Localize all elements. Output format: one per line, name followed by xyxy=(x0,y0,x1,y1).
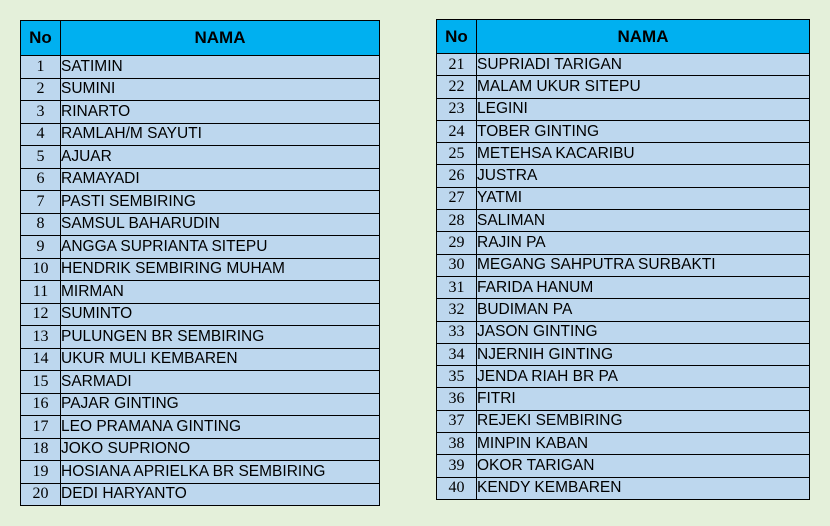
row-name: JENDA RIAH BR PA xyxy=(477,366,810,388)
row-number: 9 xyxy=(21,236,61,259)
row-number: 15 xyxy=(21,371,61,394)
row-name: HENDRIK SEMBIRING MUHAM xyxy=(61,258,380,281)
table-row xyxy=(21,303,380,326)
row-name: HOSIANA APRIELKA BR SEMBIRING xyxy=(61,461,380,484)
row-name: JOKO SUPRIONO xyxy=(61,438,380,461)
table-body-right xyxy=(437,54,810,500)
row-name: OKOR TARIGAN xyxy=(477,455,810,477)
row-name: FARIDA HANUM xyxy=(477,276,810,298)
row-number: 7 xyxy=(21,191,61,214)
table-row xyxy=(21,281,380,304)
row-number: 12 xyxy=(21,303,61,326)
row-name: MEGANG SAHPUTRA SURBAKTI xyxy=(477,254,810,276)
row-number: 33 xyxy=(437,321,477,343)
row-number: 40 xyxy=(437,477,477,499)
row-number: 18 xyxy=(21,438,61,461)
row-name: JUSTRA xyxy=(477,165,810,187)
row-number: 26 xyxy=(437,165,477,187)
table-row xyxy=(21,146,380,169)
row-name: SUMINI xyxy=(61,78,380,101)
row-number: 10 xyxy=(21,258,61,281)
table-row xyxy=(21,101,380,124)
row-number: 38 xyxy=(437,433,477,455)
row-name: MINPIN KABAN xyxy=(477,433,810,455)
row-name: YATMI xyxy=(477,187,810,209)
table-row xyxy=(21,348,380,371)
row-number: 28 xyxy=(437,210,477,232)
row-name: UKUR MULI KEMBAREN xyxy=(61,348,380,371)
row-name: AJUAR xyxy=(61,146,380,169)
table-body-left xyxy=(21,56,380,506)
row-number: 25 xyxy=(437,143,477,165)
table-row xyxy=(21,483,380,506)
table-row xyxy=(437,410,810,432)
row-number: 4 xyxy=(21,123,61,146)
table-header-row xyxy=(437,20,810,54)
column-header-no: No xyxy=(437,20,477,54)
row-name: MALAM UKUR SITEPU xyxy=(477,76,810,98)
row-number: 2 xyxy=(21,78,61,101)
table-row xyxy=(21,393,380,416)
row-number: 16 xyxy=(21,393,61,416)
table-row xyxy=(21,78,380,101)
table-row xyxy=(437,210,810,232)
table-row xyxy=(21,213,380,236)
table-row xyxy=(21,56,380,79)
row-number: 11 xyxy=(21,281,61,304)
row-number: 36 xyxy=(437,388,477,410)
table-row xyxy=(437,187,810,209)
row-name: SARMADI xyxy=(61,371,380,394)
table-row xyxy=(437,232,810,254)
table-row xyxy=(437,76,810,98)
table-row xyxy=(21,326,380,349)
row-name: PAJAR GINTING xyxy=(61,393,380,416)
row-number: 23 xyxy=(437,98,477,120)
row-name: NJERNIH GINTING xyxy=(477,343,810,365)
table-row xyxy=(437,276,810,298)
row-name: MIRMAN xyxy=(61,281,380,304)
table-row xyxy=(437,299,810,321)
table-row xyxy=(437,388,810,410)
row-name: SUPRIADI TARIGAN xyxy=(477,54,810,76)
row-name: RAJIN PA xyxy=(477,232,810,254)
row-name: SATIMIN xyxy=(61,56,380,79)
row-number: 32 xyxy=(437,299,477,321)
row-number: 35 xyxy=(437,366,477,388)
row-name: KENDY KEMBAREN xyxy=(477,477,810,499)
table-row xyxy=(437,254,810,276)
table-row xyxy=(21,191,380,214)
table-row xyxy=(437,98,810,120)
row-number: 24 xyxy=(437,120,477,142)
row-number: 13 xyxy=(21,326,61,349)
row-name: ANGGA SUPRIANTA SITEPU xyxy=(61,236,380,259)
row-number: 29 xyxy=(437,232,477,254)
row-number: 5 xyxy=(21,146,61,169)
row-number: 1 xyxy=(21,56,61,79)
row-name: METEHSA KACARIBU xyxy=(477,143,810,165)
table-row xyxy=(21,416,380,439)
row-number: 31 xyxy=(437,276,477,298)
roster-table-left xyxy=(20,20,380,506)
roster-table-right xyxy=(436,19,810,500)
table-row xyxy=(21,258,380,281)
row-number: 27 xyxy=(437,187,477,209)
row-name: DEDI HARYANTO xyxy=(61,483,380,506)
row-name: SAMSUL BAHARUDIN xyxy=(61,213,380,236)
table-row xyxy=(21,438,380,461)
table-row xyxy=(437,165,810,187)
row-number: 21 xyxy=(437,54,477,76)
row-name: BUDIMAN PA xyxy=(477,299,810,321)
row-number: 19 xyxy=(21,461,61,484)
table-row xyxy=(437,455,810,477)
row-name: RAMAYADI xyxy=(61,168,380,191)
column-header-nama: NAMA xyxy=(477,20,810,54)
row-number: 30 xyxy=(437,254,477,276)
row-number: 22 xyxy=(437,76,477,98)
row-name: RINARTO xyxy=(61,101,380,124)
row-number: 8 xyxy=(21,213,61,236)
table-row xyxy=(21,168,380,191)
table-row xyxy=(21,371,380,394)
table-row xyxy=(437,54,810,76)
table-row xyxy=(437,343,810,365)
row-name: REJEKI SEMBIRING xyxy=(477,410,810,432)
table-row xyxy=(437,143,810,165)
table-row xyxy=(21,236,380,259)
table-row xyxy=(21,461,380,484)
row-name: LEO PRAMANA GINTING xyxy=(61,416,380,439)
row-number: 34 xyxy=(437,343,477,365)
row-number: 17 xyxy=(21,416,61,439)
row-name: PULUNGEN BR SEMBIRING xyxy=(61,326,380,349)
table-row xyxy=(437,433,810,455)
row-number: 14 xyxy=(21,348,61,371)
row-number: 37 xyxy=(437,410,477,432)
row-number: 6 xyxy=(21,168,61,191)
row-number: 39 xyxy=(437,455,477,477)
row-name: TOBER GINTING xyxy=(477,120,810,142)
table-header-row xyxy=(21,21,380,56)
table-row xyxy=(437,477,810,499)
table-row xyxy=(437,366,810,388)
row-name: FITRI xyxy=(477,388,810,410)
row-name: SALIMAN xyxy=(477,210,810,232)
row-name: LEGINI xyxy=(477,98,810,120)
row-name: RAMLAH/M SAYUTI xyxy=(61,123,380,146)
row-number: 3 xyxy=(21,101,61,124)
row-name: SUMINTO xyxy=(61,303,380,326)
table-row xyxy=(437,321,810,343)
row-number: 20 xyxy=(21,483,61,506)
table-row xyxy=(437,120,810,142)
row-name: JASON GINTING xyxy=(477,321,810,343)
column-header-nama: NAMA xyxy=(61,21,380,56)
column-header-no: No xyxy=(21,21,61,56)
row-name: PASTI SEMBIRING xyxy=(61,191,380,214)
table-row xyxy=(21,123,380,146)
